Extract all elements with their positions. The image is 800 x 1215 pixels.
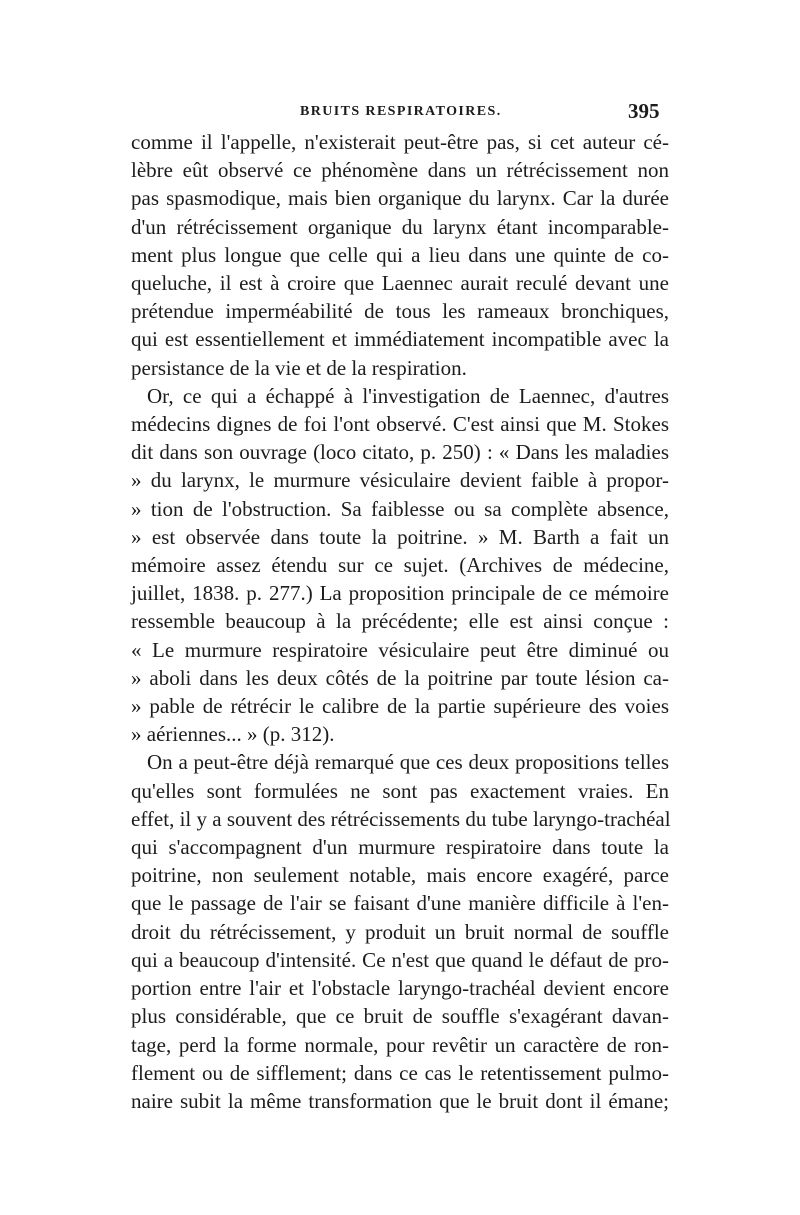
text-line: persistance de la vie et de la respiration.	[131, 355, 467, 380]
text-line: droit du rétrécissement, y produit un bruit normal de souffle	[131, 919, 669, 944]
text-line: flement ou de sifflement; dans ce cas le retentissement pulmo-	[131, 1060, 669, 1085]
text-line: poitrine, non seulement notable, mais encore exagéré, parce	[131, 863, 669, 888]
page-header	[0, 99, 800, 126]
text-line: qui est essentiellement et immédiatement incompatible avec la	[131, 327, 669, 352]
text-line: comme il l'appelle, n'existerait peut-être pas, si cet auteur cé-	[131, 130, 669, 154]
text-line: tage, perd la forme normale, pour revêtir un caractère de ron-	[131, 1032, 669, 1057]
text-line: naire subit la même transformation que le bruit dont il émane;	[131, 1088, 669, 1113]
text-line: médecins dignes de foi l'ont observé. C'est ainsi que M. Stokes	[131, 412, 669, 437]
text-line: que le passage de l'air se faisant d'une manière difficile à l'en-	[131, 891, 669, 916]
text-line: queluche, il est à croire que Laennec aurait reculé devant une	[131, 271, 669, 296]
text-line: lèbre eût observé ce phénomène dans un rétrécissement non	[131, 158, 669, 183]
text-line: plus considérable, que ce bruit de souffle s'exagérant davan-	[131, 1004, 669, 1029]
text-line: pas spasmodique, mais bien organique du larynx. Car la durée	[131, 186, 669, 211]
text-line: juillet, 1838. p. 277.) La proposition principale de ce mémoire	[131, 581, 669, 606]
text-line: » est observée dans toute la poitrine. » M. Barth a fait un	[131, 524, 669, 549]
text-line: » aériennes... » (p. 312).	[131, 722, 335, 747]
text-line: qui s'accompagnent d'un murmure respiratoire dans toute la	[131, 835, 669, 860]
text-line: » tion de l'obstruction. Sa faiblesse ou sa complète absence,	[131, 496, 669, 521]
text-line: qu'elles sont formulées ne sont pas exactement vraies. En	[131, 778, 669, 803]
text-line: d'un rétrécissement organique du larynx étant incomparable-	[131, 214, 669, 239]
body-text	[131, 128, 669, 1115]
text-line: effet, il y a souvent des rétrécissements du tube laryngo-trachéal	[131, 806, 671, 831]
text-line: ressemble beaucoup à la précédente; elle est ainsi conçue :	[131, 609, 669, 634]
text-line: On a peut-être déjà remarqué que ces deux propositions telles	[147, 750, 669, 775]
running-title: BRUITS RESPIRATOIRES.	[300, 104, 502, 119]
text-line: mémoire assez étendu sur ce sujet. (Archives de médecine,	[131, 553, 669, 578]
text-line: » pable de rétrécir le calibre de la partie supérieure des voies	[131, 694, 669, 719]
text-line: ment plus longue que celle qui a lieu dans une quinte de co-	[131, 242, 669, 267]
text-line: portion entre l'air et l'obstacle laryngo-trachéal devient encore	[131, 976, 669, 1001]
text-line: dit dans son ouvrage (loco citato, p. 250) : « Dans les maladies	[131, 440, 669, 465]
text-line: » aboli dans les deux côtés de la poitrine par toute lésion ca-	[131, 665, 669, 690]
text-line: prétendue imperméabilité de tous les rameaux bronchiques,	[131, 299, 669, 324]
page-number: 395	[628, 99, 660, 123]
text-line: « Le murmure respiratoire vésiculaire peut être diminué ou	[131, 637, 669, 662]
text-line: » du larynx, le murmure vésiculaire devient faible à propor-	[131, 468, 669, 493]
text-line: Or, ce qui a échappé à l'investigation de Laennec, d'autres	[147, 383, 669, 408]
text-line: qui a beaucoup d'intensité. Ce n'est que quand le défaut de pro-	[131, 947, 669, 972]
